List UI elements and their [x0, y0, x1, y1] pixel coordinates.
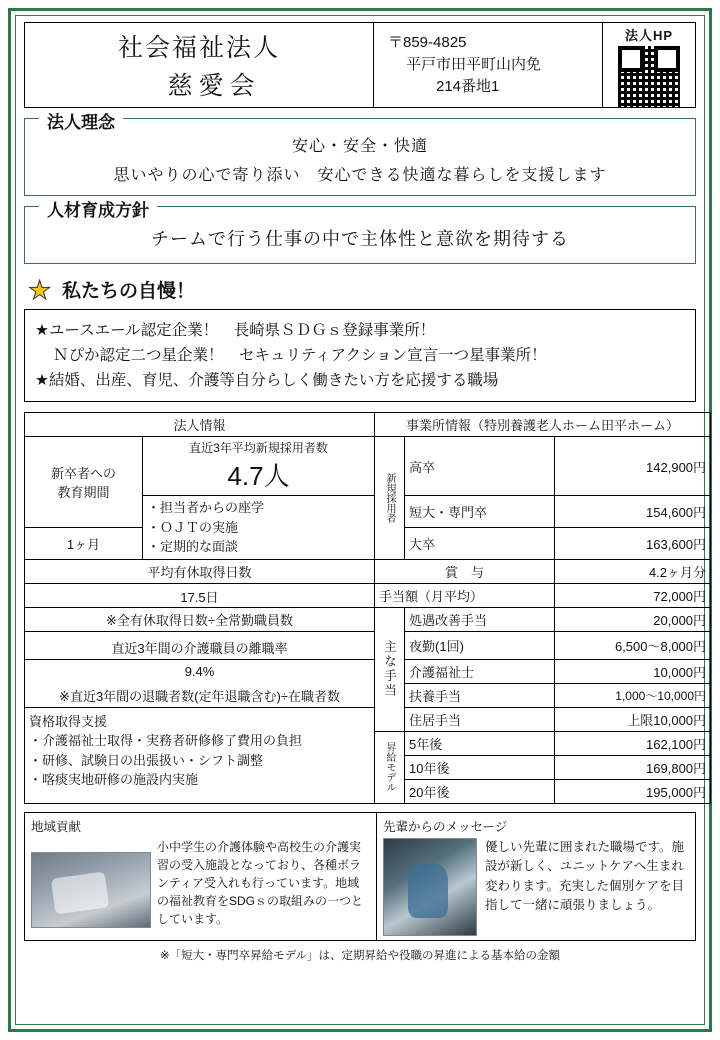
allowance-row-label-2: 介護福祉士	[405, 659, 555, 683]
education-items-cell	[143, 496, 375, 560]
allowance-total-value: 72,000円	[555, 583, 711, 607]
education-item-2: ・定期的な面談	[147, 539, 239, 555]
qualification-support-cell	[25, 707, 375, 803]
corporation-type: 社会福祉法人	[117, 34, 280, 62]
pride-line-2: Ｎぴか認定二つ星企業！ セキュリティアクション宣言一つ星事業所！	[53, 347, 547, 365]
education-item-1: ・ＯＪＴの実施	[147, 519, 239, 535]
outer-border	[8, 8, 712, 1032]
bottom-section	[24, 812, 696, 941]
allowance-row-value-3: 1,000～10,000円	[555, 683, 711, 707]
qr-code-icon[interactable]	[618, 46, 680, 107]
raise-model-label-0: 5年後	[405, 731, 555, 755]
homepage-block	[603, 23, 695, 107]
pride-line-1: ★ユースエール認定企業！ 長崎県ＳＤＧｓ登録事業所！	[35, 322, 436, 339]
community-contribution-block	[25, 813, 377, 940]
community-contribution-title: 地域貢献	[31, 819, 82, 834]
table-row	[25, 631, 711, 659]
address-line-1: 平戸市田平町山内免	[406, 56, 542, 74]
development-policy-section	[24, 201, 696, 264]
allowance-row-value-4: 上限10,000円	[555, 707, 711, 731]
staff-portrait-photo	[383, 838, 477, 936]
paid-leave-note: ※全有休取得日数÷全常勤職員数	[25, 607, 375, 631]
info-table	[24, 412, 711, 804]
community-contribution-text: 小中学生の介護体験や高校生の介護実習の受入施設となっており、各種ボランティア受入れも行っています。地域の福祉教育をSDGｓの取組みの一つとしています。	[157, 839, 364, 926]
address-line-2: 214番地1	[436, 77, 500, 95]
hire-average-value: 4.7人	[227, 461, 290, 492]
qualification-item-0: ・介護福祉士取得・実務者研修修了費用の負担	[29, 733, 303, 749]
education-period-label-l1: 新卒者への	[50, 466, 116, 482]
footnote: ※「短大・専門卒昇給モデル」は、定期昇給や役職の昇進による基本給の金額	[159, 949, 561, 962]
development-policy-legend: 人材育成方針	[39, 196, 157, 221]
allowance-row-value-2: 10,000円	[555, 659, 711, 683]
turnover-value: 9.4%	[25, 659, 375, 683]
allowance-row-label-3: 扶養手当	[405, 683, 555, 707]
pride-title: 私たちの自慢！	[62, 281, 196, 302]
allowance-row-value-1: 6,500～8,000円	[555, 631, 711, 659]
corporation-name-block	[25, 23, 374, 107]
corporation-name: 慈愛会	[167, 72, 261, 100]
table-row	[25, 437, 711, 496]
education-period-label	[25, 437, 143, 528]
raise-model-value-0: 162,100円	[555, 731, 711, 755]
philosophy-line-2: 思いやりの心で寄り添い 安心できる快適な暮らしを支援します	[113, 167, 607, 184]
senior-message-block	[377, 813, 695, 940]
right-header-cell: 事業所情報（特別養護老人ホーム田平ホーム）	[375, 413, 711, 437]
table-row	[25, 683, 711, 707]
allowance-row-value-0: 20,000円	[555, 607, 711, 631]
newgrad-row-value-0: 142,900円	[555, 437, 711, 496]
care-room-photo	[31, 852, 151, 928]
senior-message-text: 優しい先輩に囲まれた職場です。施設が新しく、ユニットケアへ生まれ変わります。充実した個別ケアを目指して一緒に頑張りましょう。	[485, 839, 685, 912]
paid-leave-label: 平均有休取得日数	[25, 559, 375, 583]
pride-line-3: ★結婚、出産、育児、介護等自分らしく働きたい方を応援する職場	[35, 372, 499, 390]
turnover-label: 直近3年間の介護職員の離職率	[25, 631, 375, 659]
table-row	[25, 707, 711, 731]
education-period-value: 1ヶ月	[25, 528, 143, 560]
homepage-label: 法人HP	[624, 28, 674, 43]
inner-border	[15, 15, 705, 1025]
bonus-label: 賞 与	[375, 559, 555, 583]
allowance-vertical-label	[375, 607, 405, 731]
qualification-title: 資格取得支援	[29, 713, 108, 729]
raise-model-value-2: 195,000円	[555, 779, 711, 803]
education-item-0: ・担当者からの座学	[147, 500, 265, 516]
newgrad-row-value-1: 154,600円	[555, 496, 711, 528]
philosophy-legend: 法人理念	[39, 108, 123, 133]
table-row	[25, 583, 711, 607]
philosophy-section	[24, 113, 696, 196]
newgrad-vertical-label	[375, 437, 405, 560]
pride-box	[24, 309, 696, 402]
allowance-row-label-1: 夜勤(1回)	[405, 631, 555, 659]
allowance-vertical-text: 主な手当	[382, 640, 397, 699]
document-header	[24, 22, 696, 108]
table-row	[25, 607, 711, 631]
table-row	[25, 559, 711, 583]
raise-model-vertical-text: 昇給モデル	[384, 742, 396, 793]
paid-leave-value: 17.5日	[25, 583, 375, 607]
hire-average-cell	[143, 437, 375, 496]
table-row	[25, 659, 711, 683]
hire-average-caption: 直近3年平均新規採用者数	[189, 441, 328, 456]
allowance-row-label-0: 処遇改善手当	[405, 607, 555, 631]
raise-model-label-1: 10年後	[405, 755, 555, 779]
postal-code: 〒859-4825	[388, 34, 467, 52]
raise-model-vertical-label	[375, 731, 405, 803]
allowance-total-label: 手当額（月平均）	[375, 583, 555, 607]
bonus-value: 4.2ヶ月分	[555, 559, 711, 583]
allowance-row-label-4: 住居手当	[405, 707, 555, 731]
philosophy-line-1: 安心・安全・快適	[291, 138, 428, 155]
pride-heading	[24, 276, 696, 303]
newgrad-row-label-2: 大卒	[405, 528, 555, 560]
star-icon: ★	[28, 274, 52, 305]
address-block	[374, 23, 603, 107]
newgrad-row-label-1: 短大・専門卒	[405, 496, 555, 528]
development-policy-line: チームで行う仕事の中で主体性と意欲を期待する	[151, 229, 569, 249]
qualification-item-1: ・研修、試験日の出張扱い・シフト調整	[29, 752, 264, 768]
newgrad-row-label-0: 高卒	[405, 437, 555, 496]
qualification-item-2: ・喀痰実地研修の施設内実施	[29, 772, 199, 788]
newgrad-row-value-2: 163,600円	[555, 528, 711, 560]
raise-model-value-1: 169,800円	[555, 755, 711, 779]
table-header-row	[25, 413, 711, 437]
newgrad-vertical-text: 新規採用者	[384, 473, 396, 524]
raise-model-label-2: 20年後	[405, 779, 555, 803]
senior-message-title: 先輩からのメッセージ	[383, 819, 508, 834]
left-header-cell: 法人情報	[25, 413, 375, 437]
turnover-note: ※直近3年間の退職者数(定年退職含む)÷在職者数	[25, 683, 375, 707]
education-period-label-l2: 教育期間	[57, 485, 110, 501]
